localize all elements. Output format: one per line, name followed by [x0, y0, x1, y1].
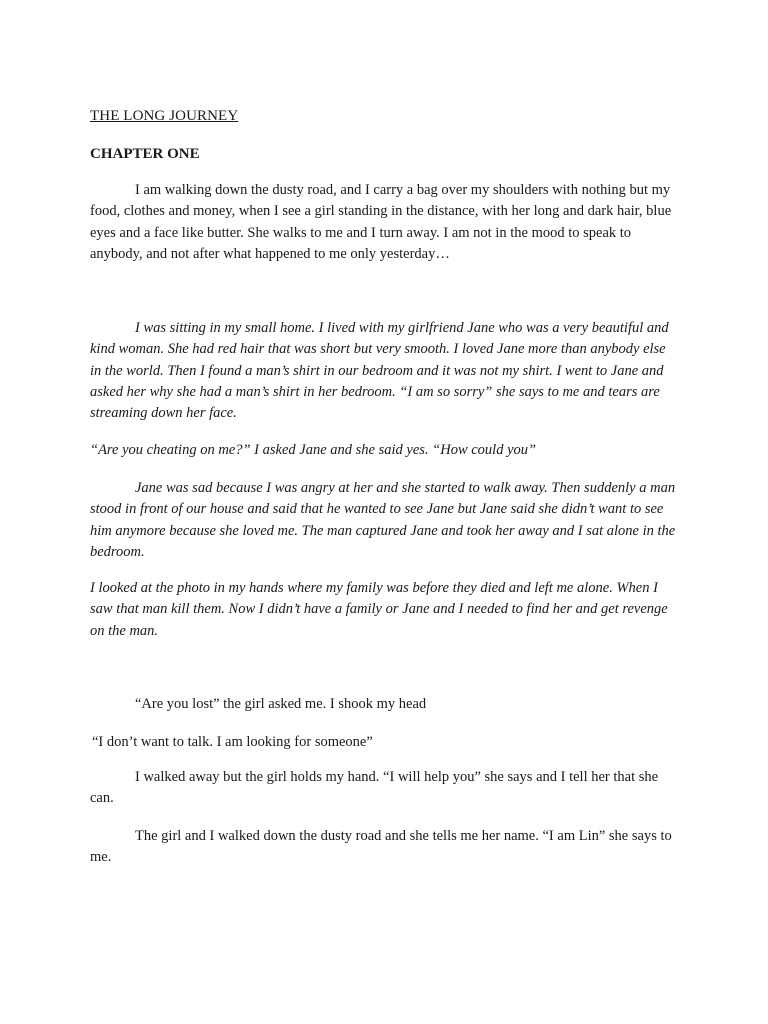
paragraph-7: “I don’t want to talk. I am looking for someone”: [92, 734, 373, 750]
paragraph-3: “Are you cheating on me?” I asked Jane and she said yes. “How could you”: [90, 442, 537, 458]
paragraph-2: I was sitting in my small home. I lived with my girlfriend Jane who was a very beautiful and kind woman. She had red hair that was short but very smooth. I loved Jane more than anybody else in the world. Then I found a man’s shirt in our bedroom and it was not my shirt. I went to Jane and asked her why she had a man’s shirt in her bedroom. “I am so sorry” she says to me and tears are streaming down her face.: [90, 320, 669, 422]
paragraph-9: The girl and I walked down the dusty road and she tells me her name. “I am Lin” she says to me.: [90, 828, 672, 866]
paragraph-1: I am walking down the dusty road, and I carry a bag over my shoulders with nothing but my food, clothes and money, when I see a girl standing in the distance, with her long and dark hair, blue eyes and a face like butter. She walks to me and I turn away. I am not in the mood to speak to anybody, and not after what happened to me only yesterday…: [90, 182, 672, 262]
paragraph-8: I walked away but the girl holds my hand. “I will help you” she says and I tell her that she can.: [90, 769, 659, 807]
paragraph-5: I looked at the photo in my hands where my family was before they died and left me alone. When I saw that man kill them. Now I didn’t have a family or Jane and I needed to find her and get revenge on the man.: [90, 580, 668, 639]
paragraph-6: “Are you lost” the girl asked me. I shook my head: [135, 696, 427, 712]
paragraph-4: Jane was sad because I was angry at her and she started to walk away. Then suddenly a man stood in front of our house and said that he wanted to see Jane but Jane said she didn’t want to see him anymore because she loved me. The man captured Jane and took her away and I sat alone in the bedroom.: [90, 480, 676, 560]
chapter-heading: CHAPTER ONE: [90, 146, 200, 162]
document-title: THE LONG JOURNEY: [90, 108, 239, 124]
